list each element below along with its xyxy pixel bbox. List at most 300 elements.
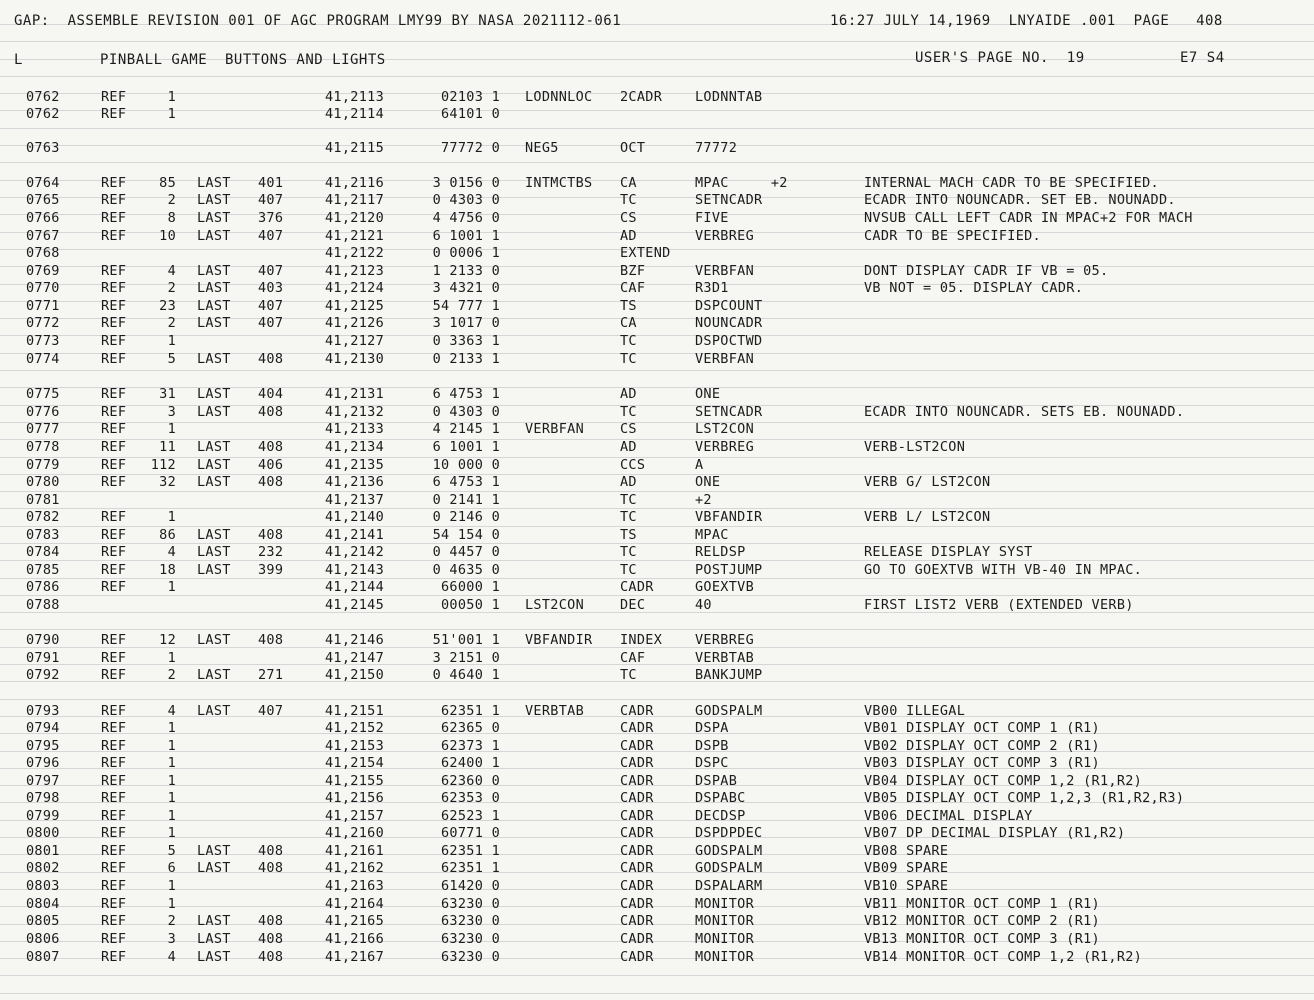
- symbol-label: VERBFAN: [525, 421, 584, 437]
- ref-count: 11: [159, 439, 176, 455]
- listing-row: [0, 878, 1314, 895]
- ref-marker: REF: [101, 738, 127, 754]
- last-marker: LAST: [197, 315, 231, 331]
- ref-marker: REF: [101, 280, 127, 296]
- ref-count: 112: [150, 457, 176, 473]
- ref-count: 1: [167, 333, 176, 349]
- line-number: 0779: [26, 457, 60, 473]
- ref-count: 2: [167, 280, 176, 296]
- memory-address: 41,2116: [325, 175, 384, 191]
- ref-count: 3: [167, 404, 176, 420]
- ruling-line: [0, 993, 1314, 994]
- opcode: 2CADR: [620, 89, 663, 105]
- operand: NOUNCADR: [695, 315, 763, 331]
- listing-row: [0, 492, 1314, 509]
- memory-address: 41,2132: [325, 404, 384, 420]
- symbol-label: NEG5: [525, 140, 559, 156]
- last-page: 403: [258, 280, 284, 296]
- ruling-line: [0, 128, 1314, 129]
- last-marker: LAST: [197, 843, 231, 859]
- operand: MONITOR: [695, 913, 754, 929]
- listing-row: [0, 931, 1314, 948]
- ref-count: 18: [159, 562, 176, 578]
- comment: VB12 MONITOR OCT COMP 2 (R1): [864, 913, 1100, 929]
- ruling-line: [0, 41, 1314, 42]
- ref-marker: REF: [101, 474, 127, 490]
- ref-marker: REF: [101, 579, 127, 595]
- operand: DSPA: [695, 720, 729, 736]
- opcode: TS: [620, 527, 637, 543]
- operand: FIVE: [695, 210, 729, 226]
- ref-count: 2: [167, 913, 176, 929]
- last-page: 408: [258, 931, 284, 947]
- octal-value: 0 0006 1: [432, 245, 500, 261]
- last-page: 401: [258, 175, 284, 191]
- listing-row: [0, 720, 1314, 737]
- ref-marker: REF: [101, 790, 127, 806]
- opcode: CS: [620, 210, 637, 226]
- comment: VB00 ILLEGAL: [864, 703, 966, 719]
- line-number: 0798: [26, 790, 60, 806]
- ruling-line: [0, 629, 1314, 630]
- memory-address: 41,2155: [325, 773, 384, 789]
- line-number: 0768: [26, 245, 60, 261]
- operand: DSPOCTWD: [695, 333, 763, 349]
- opcode: TC: [620, 192, 637, 208]
- octal-value: 3 1017 0: [432, 315, 500, 331]
- octal-value: 6 1001 1: [432, 439, 500, 455]
- ref-count: 1: [167, 773, 176, 789]
- symbol-label: LODNNLOC: [525, 89, 593, 105]
- line-number: 0781: [26, 492, 60, 508]
- last-marker: LAST: [197, 439, 231, 455]
- ruling-line: [0, 76, 1314, 77]
- listing-row: [0, 755, 1314, 772]
- memory-address: 41,2141: [325, 527, 384, 543]
- octal-value: 62373 1: [441, 738, 500, 754]
- last-marker: LAST: [197, 474, 231, 490]
- ref-count: 5: [167, 351, 176, 367]
- opcode: TS: [620, 298, 637, 314]
- line-number: 0772: [26, 315, 60, 331]
- ruling-line: [0, 975, 1314, 976]
- ref-marker: REF: [101, 825, 127, 841]
- ref-marker: REF: [101, 192, 127, 208]
- line-number: 0773: [26, 333, 60, 349]
- listing-header-left: GAP: ASSEMBLE REVISION 001 OF AGC PROGRAM LMY99 BY NASA 2021112-061: [14, 13, 622, 29]
- memory-address: 41,2133: [325, 421, 384, 437]
- line-number: 0762: [26, 106, 60, 122]
- ref-marker: REF: [101, 650, 127, 666]
- operand: LST2CON: [695, 421, 754, 437]
- operand: VBFANDIR: [695, 509, 763, 525]
- listing-row: [0, 949, 1314, 966]
- listing-row: [0, 333, 1314, 350]
- listing-row: [0, 263, 1314, 280]
- memory-address: 41,2150: [325, 667, 384, 683]
- users-page-number: USER'S PAGE NO. 19: [915, 50, 1085, 66]
- ref-count: 1: [167, 878, 176, 894]
- operand: GODSPALM: [695, 860, 763, 876]
- listing-row: [0, 439, 1314, 456]
- ref-marker: REF: [101, 808, 127, 824]
- ref-count: 4: [167, 703, 176, 719]
- listing-row: [0, 562, 1314, 579]
- listing-row: [0, 315, 1314, 332]
- listing-row: [0, 245, 1314, 262]
- ref-marker: REF: [101, 949, 127, 965]
- memory-address: 41,2136: [325, 474, 384, 490]
- last-marker: LAST: [197, 931, 231, 947]
- memory-address: 41,2114: [325, 106, 384, 122]
- comment: VERB-LST2CON: [864, 439, 966, 455]
- octal-value: 64101 0: [441, 106, 500, 122]
- listing-row: [0, 280, 1314, 297]
- listing-row: [0, 667, 1314, 684]
- opcode: CADR: [620, 808, 654, 824]
- line-number: 0782: [26, 509, 60, 525]
- line-number: 0806: [26, 931, 60, 947]
- octal-value: 0 4303 0: [432, 404, 500, 420]
- memory-address: 41,2146: [325, 632, 384, 648]
- opcode: TC: [620, 667, 637, 683]
- line-number: 0797: [26, 773, 60, 789]
- listing-row: [0, 351, 1314, 368]
- line-number: 0802: [26, 860, 60, 876]
- ref-marker: REF: [101, 351, 127, 367]
- octal-value: 63230 0: [441, 949, 500, 965]
- opcode: CADR: [620, 579, 654, 595]
- ruling-line: [0, 370, 1314, 371]
- ruling-line: [0, 162, 1314, 163]
- memory-address: 41,2113: [325, 89, 384, 105]
- line-number: 0807: [26, 949, 60, 965]
- operand: LODNNTAB: [695, 89, 763, 105]
- memory-address: 41,2142: [325, 544, 384, 560]
- octal-value: 77772 0: [441, 140, 500, 156]
- line-number: 0805: [26, 913, 60, 929]
- octal-value: 4 4756 0: [432, 210, 500, 226]
- ref-count: 85: [159, 175, 176, 191]
- octal-value: 51'001 1: [432, 632, 500, 648]
- last-page: 408: [258, 860, 284, 876]
- listing-row: [0, 509, 1314, 526]
- octal-value: 0 4303 0: [432, 192, 500, 208]
- last-page: 408: [258, 439, 284, 455]
- memory-address: 41,2154: [325, 755, 384, 771]
- last-page: 407: [258, 703, 284, 719]
- opcode: AD: [620, 228, 637, 244]
- operand: MONITOR: [695, 896, 754, 912]
- ref-marker: REF: [101, 315, 127, 331]
- comment: VB11 MONITOR OCT COMP 1 (R1): [864, 896, 1100, 912]
- last-page: 407: [258, 228, 284, 244]
- octal-value: 62351 1: [441, 703, 500, 719]
- operand: DECDSP: [695, 808, 746, 824]
- listing-row: [0, 597, 1314, 614]
- line-number: 0766: [26, 210, 60, 226]
- operand: DSPABC: [695, 790, 746, 806]
- listing-row: [0, 140, 1314, 157]
- line-number: 0801: [26, 843, 60, 859]
- operand: RELDSP: [695, 544, 746, 560]
- ref-marker: REF: [101, 878, 127, 894]
- operand: +2: [695, 492, 712, 508]
- memory-address: 41,2131: [325, 386, 384, 402]
- ref-count: 1: [167, 89, 176, 105]
- listing-row: [0, 89, 1314, 106]
- operand: DSPDPDEC: [695, 825, 763, 841]
- opcode: TC: [620, 333, 637, 349]
- last-page: 399: [258, 562, 284, 578]
- line-number: 0800: [26, 825, 60, 841]
- memory-address: 41,2125: [325, 298, 384, 314]
- page-title: PINBALL GAME BUTTONS AND LIGHTS: [100, 52, 386, 68]
- listing-row: [0, 527, 1314, 544]
- octal-value: 0 4457 0: [432, 544, 500, 560]
- ref-count: 1: [167, 738, 176, 754]
- octal-value: 1 2133 0: [432, 263, 500, 279]
- comment: VB04 DISPLAY OCT COMP 1,2 (R1,R2): [864, 773, 1143, 789]
- opcode: EXTEND: [620, 245, 671, 261]
- ref-marker: REF: [101, 632, 127, 648]
- last-page: 408: [258, 632, 284, 648]
- memory-address: 41,2126: [325, 315, 384, 331]
- last-page: 408: [258, 404, 284, 420]
- octal-value: 6 4753 1: [432, 386, 500, 402]
- ref-marker: REF: [101, 843, 127, 859]
- last-marker: LAST: [197, 632, 231, 648]
- last-page: 408: [258, 913, 284, 929]
- octal-value: 54 154 0: [432, 527, 500, 543]
- operand: VERBTAB: [695, 650, 754, 666]
- line-number: 0778: [26, 439, 60, 455]
- ref-count: 1: [167, 896, 176, 912]
- octal-value: 60771 0: [441, 825, 500, 841]
- line-number: 0764: [26, 175, 60, 191]
- octal-value: 0 2133 1: [432, 351, 500, 367]
- listing-row: [0, 106, 1314, 123]
- opcode: OCT: [620, 140, 646, 156]
- line-number: 0784: [26, 544, 60, 560]
- line-number: 0774: [26, 351, 60, 367]
- octal-value: 63230 0: [441, 896, 500, 912]
- line-number: 0795: [26, 738, 60, 754]
- last-page: 408: [258, 351, 284, 367]
- octal-value: 3 4321 0: [432, 280, 500, 296]
- opcode: CADR: [620, 773, 654, 789]
- operand: GOEXTVB: [695, 579, 754, 595]
- octal-value: 4 2145 1: [432, 421, 500, 437]
- operand: VERBREG: [695, 439, 754, 455]
- memory-address: 41,2145: [325, 597, 384, 613]
- last-page: 232: [258, 544, 284, 560]
- ref-count: 1: [167, 790, 176, 806]
- ref-count: 1: [167, 720, 176, 736]
- octal-value: 61420 0: [441, 878, 500, 894]
- opcode: TC: [620, 544, 637, 560]
- comment: VB08 SPARE: [864, 843, 949, 859]
- operand: 40: [695, 597, 712, 613]
- operand: GODSPALM: [695, 843, 763, 859]
- memory-address: 41,2164: [325, 896, 384, 912]
- octal-value: 3 2151 0: [432, 650, 500, 666]
- last-marker: LAST: [197, 667, 231, 683]
- line-number: 0803: [26, 878, 60, 894]
- last-page: 406: [258, 457, 284, 473]
- comment: ECADR INTO NOUNCADR. SET EB. NOUNADD.: [864, 192, 1176, 208]
- comment: VB09 SPARE: [864, 860, 949, 876]
- opcode: AD: [620, 474, 637, 490]
- memory-address: 41,2160: [325, 825, 384, 841]
- comment: CADR TO BE SPECIFIED.: [864, 228, 1041, 244]
- ref-count: 1: [167, 106, 176, 122]
- memory-address: 41,2134: [325, 439, 384, 455]
- operand: GODSPALM: [695, 703, 763, 719]
- ref-marker: REF: [101, 421, 127, 437]
- opcode: CAF: [620, 280, 646, 296]
- last-marker: LAST: [197, 351, 231, 367]
- ref-count: 1: [167, 421, 176, 437]
- comment: NVSUB CALL LEFT CADR IN MPAC+2 FOR MACH: [864, 210, 1193, 226]
- listing-row: [0, 579, 1314, 596]
- opcode: AD: [620, 386, 637, 402]
- listing-row: [0, 650, 1314, 667]
- last-page: 407: [258, 315, 284, 331]
- line-number: 0788: [26, 597, 60, 613]
- symbol-label: VBFANDIR: [525, 632, 593, 648]
- memory-address: 41,2137: [325, 492, 384, 508]
- opcode: CADR: [620, 703, 654, 719]
- opcode: CADR: [620, 878, 654, 894]
- symbol-label: VERBTAB: [525, 703, 584, 719]
- operand: SETNCADR: [695, 192, 763, 208]
- listing-row: [0, 421, 1314, 438]
- octal-value: 62365 0: [441, 720, 500, 736]
- last-page: 407: [258, 263, 284, 279]
- opcode: TC: [620, 351, 637, 367]
- ref-count: 5: [167, 843, 176, 859]
- octal-value: 63230 0: [441, 931, 500, 947]
- ref-marker: REF: [101, 703, 127, 719]
- operand: SETNCADR: [695, 404, 763, 420]
- opcode: CADR: [620, 755, 654, 771]
- last-marker: LAST: [197, 298, 231, 314]
- ref-count: 32: [159, 474, 176, 490]
- memory-address: 41,2121: [325, 228, 384, 244]
- opcode: CADR: [620, 949, 654, 965]
- listing-row: [0, 298, 1314, 315]
- octal-value: 6 4753 1: [432, 474, 500, 490]
- ref-marker: REF: [101, 931, 127, 947]
- symbol-label: LST2CON: [525, 597, 584, 613]
- last-marker: LAST: [197, 562, 231, 578]
- ruling-line: [0, 699, 1314, 700]
- octal-value: 0 2141 1: [432, 492, 500, 508]
- memory-address: 41,2140: [325, 509, 384, 525]
- octal-value: 10 000 0: [432, 457, 500, 473]
- ref-marker: REF: [101, 439, 127, 455]
- ref-marker: REF: [101, 404, 127, 420]
- operand: VERBFAN: [695, 263, 754, 279]
- ref-marker: REF: [101, 860, 127, 876]
- listing-row: [0, 825, 1314, 842]
- ref-marker: REF: [101, 263, 127, 279]
- octal-value: 63230 0: [441, 913, 500, 929]
- memory-address: 41,2152: [325, 720, 384, 736]
- ref-count: 1: [167, 755, 176, 771]
- memory-address: 41,2157: [325, 808, 384, 824]
- comment: VB NOT = 05. DISPLAY CADR.: [864, 280, 1084, 296]
- memory-address: 41,2120: [325, 210, 384, 226]
- last-page: 271: [258, 667, 284, 683]
- ref-count: 23: [159, 298, 176, 314]
- ref-marker: REF: [101, 509, 127, 525]
- opcode: CADR: [620, 738, 654, 754]
- ref-marker: REF: [101, 386, 127, 402]
- listing-row: [0, 896, 1314, 913]
- listing-row: [0, 790, 1314, 807]
- ref-marker: REF: [101, 333, 127, 349]
- ref-marker: REF: [101, 562, 127, 578]
- octal-value: 0 2146 0: [432, 509, 500, 525]
- operand: MPAC +2: [695, 175, 788, 191]
- last-marker: LAST: [197, 386, 231, 402]
- operand: DSPCOUNT: [695, 298, 763, 314]
- ref-marker: REF: [101, 527, 127, 543]
- line-number: 0785: [26, 562, 60, 578]
- last-marker: LAST: [197, 175, 231, 191]
- line-number: 0804: [26, 896, 60, 912]
- ref-count: 1: [167, 579, 176, 595]
- ref-marker: REF: [101, 896, 127, 912]
- last-marker: LAST: [197, 457, 231, 473]
- listing-row: [0, 544, 1314, 561]
- opcode: TC: [620, 492, 637, 508]
- opcode: CADR: [620, 913, 654, 929]
- ref-count: 6: [167, 860, 176, 876]
- memory-address: 41,2163: [325, 878, 384, 894]
- section-marker: L: [14, 52, 23, 68]
- listing-row: [0, 404, 1314, 421]
- last-marker: LAST: [197, 280, 231, 296]
- memory-address: 41,2135: [325, 457, 384, 473]
- ref-marker: REF: [101, 298, 127, 314]
- ref-marker: REF: [101, 667, 127, 683]
- opcode: BZF: [620, 263, 646, 279]
- listing-row: [0, 632, 1314, 649]
- last-page: 376: [258, 210, 284, 226]
- octal-value: 62523 1: [441, 808, 500, 824]
- opcode: TC: [620, 404, 637, 420]
- line-number: 0762: [26, 89, 60, 105]
- last-marker: LAST: [197, 404, 231, 420]
- octal-value: 02103 1: [441, 89, 500, 105]
- listing-header-right: 16:27 JULY 14,1969 LNYAIDE .001 PAGE 408: [830, 13, 1223, 29]
- operand: A: [695, 457, 704, 473]
- opcode: AD: [620, 439, 637, 455]
- ref-count: 31: [159, 386, 176, 402]
- listing-row: [0, 192, 1314, 209]
- comment: INTERNAL MACH CADR TO BE SPECIFIED.: [864, 175, 1159, 191]
- opcode: CADR: [620, 720, 654, 736]
- listing-row: [0, 843, 1314, 860]
- last-page: 407: [258, 298, 284, 314]
- listing-row: [0, 228, 1314, 245]
- memory-address: 41,2161: [325, 843, 384, 859]
- octal-value: 0 3363 1: [432, 333, 500, 349]
- last-marker: LAST: [197, 544, 231, 560]
